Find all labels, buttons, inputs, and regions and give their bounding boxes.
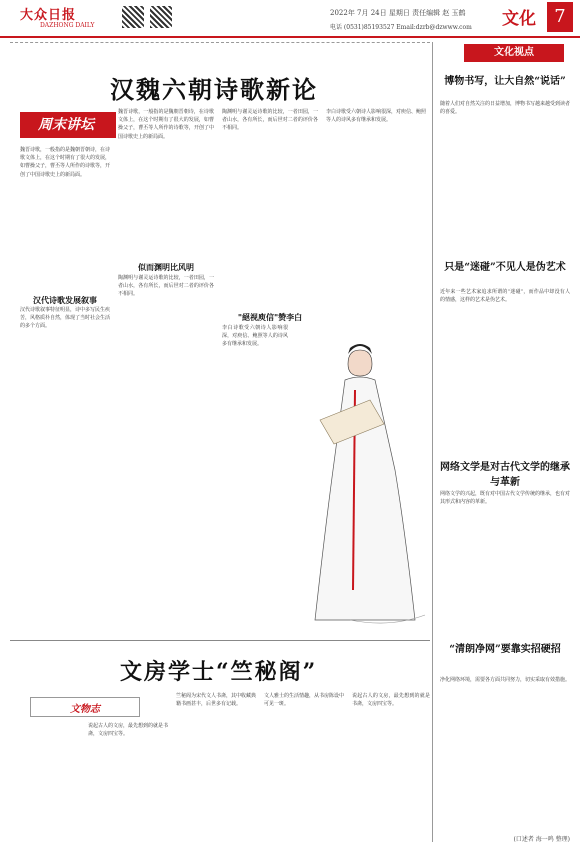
- column-divider: [432, 42, 433, 842]
- newspaper-logo: 大众日报: [20, 8, 77, 23]
- article-column: 汉代诗歌叙事特征明显，诗中多写民生疾苦，风格质朴自然，体现了当时社会生活的多个方面。: [20, 307, 110, 330]
- article-column: 文人雅士的生活情趣，从书房陈设中可见一斑。: [264, 693, 344, 708]
- decorative-border: [10, 42, 430, 54]
- article-column: 李白诗歌受六朝诗人影响很深，对庾信、鲍照等人的诗风多有继承和发展。: [326, 109, 426, 124]
- subhead: "絕视庾信"赞李白: [237, 312, 303, 322]
- sidebar-column: 近年来一些艺术家追求所谓的“迷碰”，而作品中却没有人的情感，这样的艺术是伪艺术。: [440, 289, 570, 304]
- bottom-headline: 文房学士“竺秘阁”: [120, 659, 318, 685]
- sidebar-column: 网络文学的兴起，既有对中国古代文学传统的继承，也有对其形式和内容的革新。: [440, 491, 570, 506]
- masthead: [0, 0, 580, 38]
- article-column: 李白诗歌受六朝诗人影响很深，对庾信、鲍照等人的诗风多有继承和发展。: [222, 325, 288, 348]
- sidebar-headline: “清朗净网”要靠实招硬招: [449, 644, 561, 655]
- sidebar-headline: 只是“迷碰”不见人是伪艺术: [444, 262, 566, 273]
- subhead: 汉代诗歌发展叙事: [33, 295, 97, 305]
- column-badge: 周末讲坛: [20, 112, 116, 138]
- section-title: 文化: [502, 9, 536, 29]
- newspaper-logo-sub: DAZHONG DAILY: [40, 22, 95, 29]
- sidebar-footer: (口述者 海一鸣 整理): [513, 836, 570, 843]
- article-column: 竺秘阁为宋代文人书斋，其中收藏典籍书画甚丰，后世多有记载。: [176, 693, 256, 708]
- sidebar-headline: 博物书写，让大自然“说话”: [444, 76, 566, 87]
- qr-code-icon: [122, 6, 144, 28]
- article-column: 陶渊明与谢灵运诗歌的比较，一者田园，一者山水，各有所长，而后世对二者的评价各不相同。: [118, 275, 214, 298]
- contact-line: 电话 (0531)85193527 Email:dzrb@dzwww.com: [330, 24, 472, 31]
- date-line: 2022年 7月 24日 星期日 责任编辑 赵 玉鹤: [330, 9, 466, 17]
- main-headline: 汉魏六朝诗歌新论: [110, 75, 318, 104]
- sidebar-column: 随着人们对自然关注的日益增加，博物书写越来越受到读者的喜爱。: [440, 101, 570, 116]
- sidebar-headline: 网络文学是对古代文学的继承与革新: [440, 462, 570, 488]
- sidebar-column: 净化网络环境，需要各方面共同努力，切实采取有效措施。: [440, 677, 570, 683]
- ancient-poet-illustration: [290, 330, 430, 635]
- column-label: 文物志: [70, 704, 100, 715]
- qr-code-icon: [150, 6, 172, 28]
- page-number: 7: [547, 2, 573, 32]
- sidebar-badge: 文化视点: [464, 44, 564, 62]
- article-column: 陶渊明与谢灵运诗歌的比较，一者田园，一者山水，各有所长，而后世对二者的评价各不相同。: [222, 109, 318, 132]
- article-column: 魏晋诗歌，一般指的是魏朝晋朝诗，在诗歌文体上，在这个时期有了很大的发展，如曹操父子，曹丕等人所作的诗歌等，开创了中国诗歌史上的新局面。: [20, 147, 110, 178]
- article-column: 说起古人的文房，最先想到的就是书斋，文房四宝等。: [352, 693, 430, 708]
- section-divider: [10, 640, 430, 641]
- subhead: 似而渊明比风明: [138, 262, 194, 272]
- article-column: 魏晋诗歌，一般指的是魏朝晋朝诗，在诗歌文体上，在这个时期有了很大的发展，如曹操父子，曹丕等人所作的诗歌等，开创了中国诗歌史上的新局面。: [118, 109, 214, 140]
- article-column: 说起古人的文房，最先想到的就是书斋，文房四宝等。: [88, 723, 168, 738]
